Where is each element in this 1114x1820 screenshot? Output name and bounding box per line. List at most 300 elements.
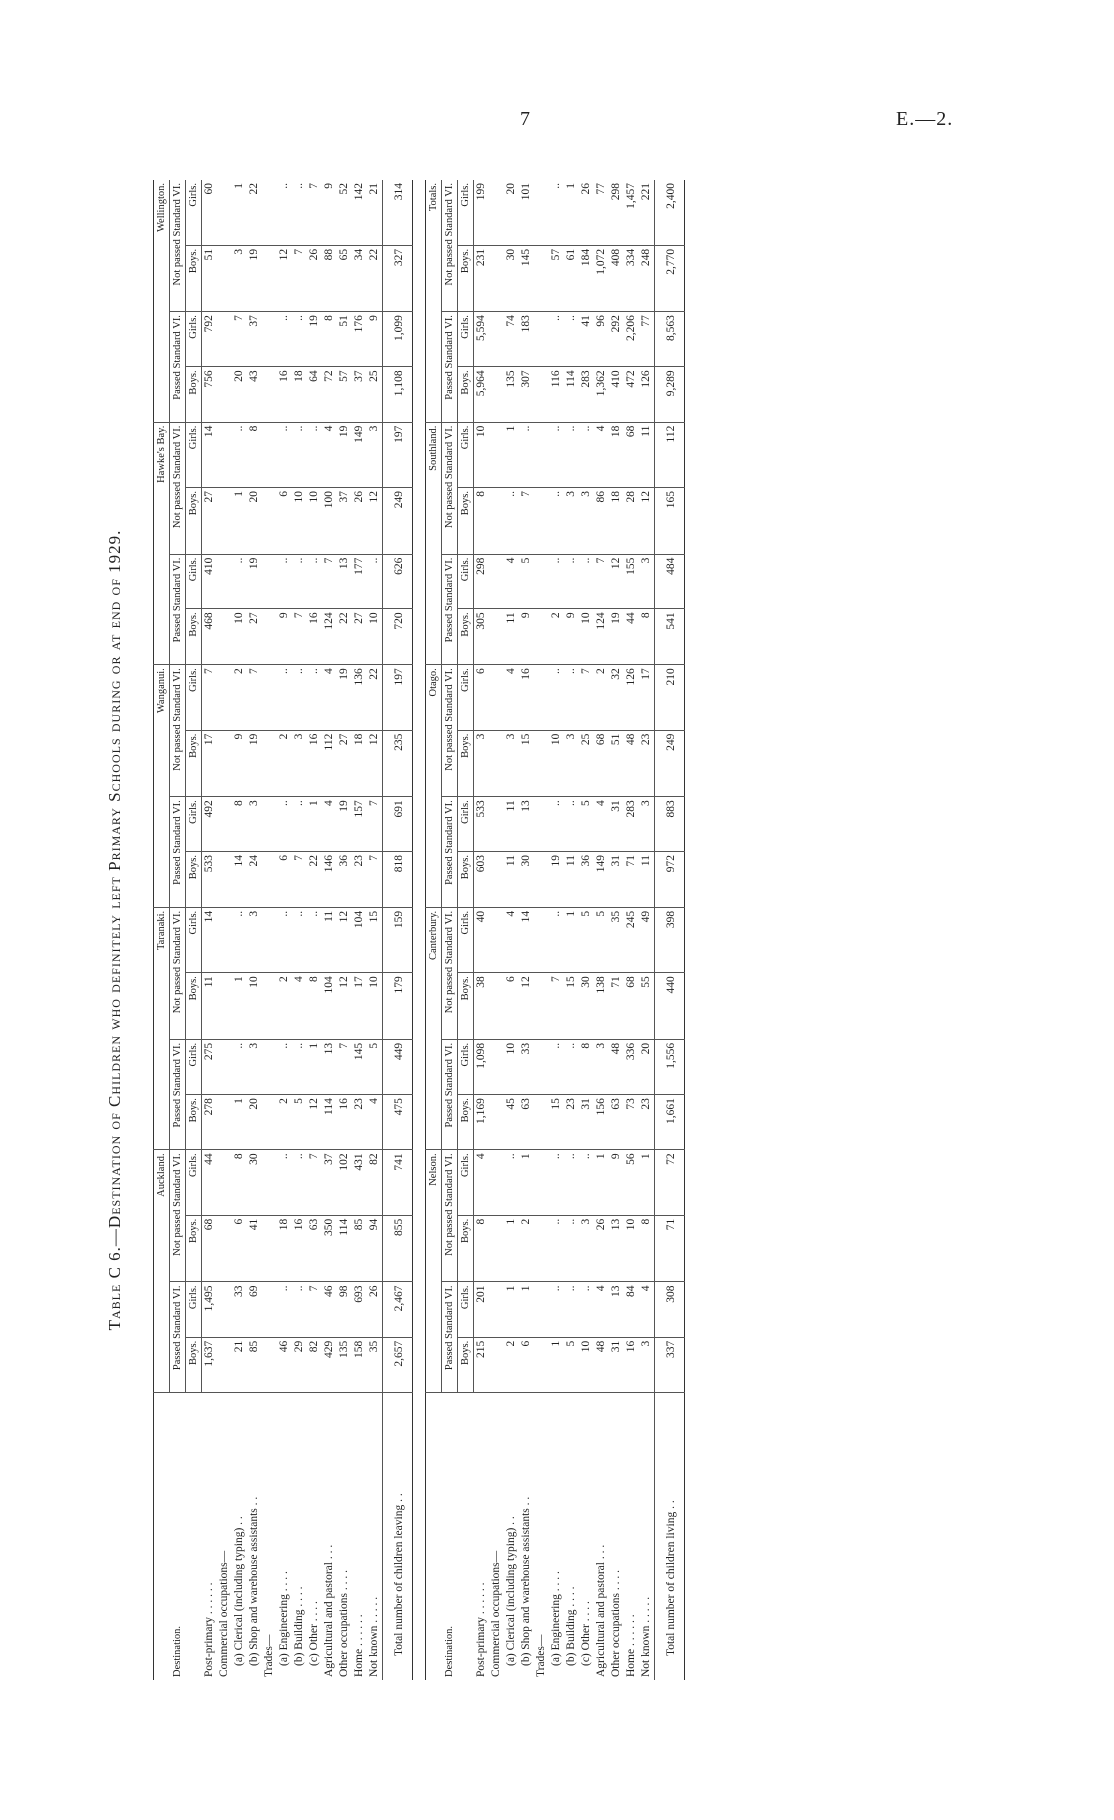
cell-value: 1 — [519, 1150, 534, 1215]
row-label: Home . . . . . . — [625, 1614, 637, 1677]
row-label: Other occupations . . . . — [610, 1570, 622, 1677]
cell-value: 183 — [519, 312, 534, 367]
section-separator — [413, 180, 426, 1680]
cell-value: 3 — [232, 245, 247, 311]
cell-value: 44 — [202, 1150, 218, 1215]
cell-value: 1 — [232, 180, 247, 245]
cell-value: 2 — [277, 973, 292, 1040]
cell-value — [262, 1039, 277, 1094]
cell-value — [489, 730, 504, 797]
cell-value: .. — [292, 665, 307, 730]
cell-value: 136 — [352, 665, 367, 730]
cell-value: 19 — [549, 852, 564, 908]
cell-value: 472 — [624, 367, 639, 422]
cell-value: .. — [292, 180, 307, 245]
table-row — [504, 180, 519, 1680]
cell-value: 3 — [639, 797, 655, 852]
cell-value — [534, 730, 549, 797]
boys-header: Boys. — [186, 973, 202, 1040]
cell-value: 792 — [202, 312, 218, 367]
cell-value: 112 — [322, 730, 337, 797]
cell-value: 88 — [322, 245, 337, 311]
cell-value — [489, 1039, 504, 1094]
boys-header: Boys. — [458, 1215, 474, 1282]
cell-value: 51 — [609, 730, 624, 797]
cell-value: 7 — [579, 665, 594, 730]
cell-value: 7 — [337, 1039, 352, 1094]
cell-value: 19 — [247, 245, 262, 311]
total-row — [383, 180, 413, 1680]
cell-value: 4 — [594, 797, 609, 852]
cell-value: 86 — [594, 488, 609, 555]
row-label: (c) Other . . . . — [308, 1601, 320, 1666]
cell-value: .. — [292, 554, 307, 609]
cell-value: 1 — [504, 422, 519, 487]
cell-value: 2,206 — [624, 312, 639, 367]
cell-value: 61 — [564, 245, 579, 311]
table-row — [307, 180, 322, 1680]
cell-value: 27 — [337, 730, 352, 797]
cell-value: 3 — [579, 1215, 594, 1282]
cell-value: 17 — [352, 973, 367, 1040]
cell-value: 45 — [504, 1095, 519, 1150]
girls-header: Girls. — [186, 554, 202, 609]
total-value: 626 — [383, 554, 413, 609]
cell-value: 60 — [202, 180, 218, 245]
cell-value: 5 — [594, 907, 609, 972]
row-label: (b) Shop and warehouse assistants . . — [248, 1496, 260, 1666]
cell-value — [534, 1282, 549, 1337]
cell-value: .. — [549, 1039, 564, 1094]
cell-value: 35 — [609, 907, 624, 972]
cell-value: 11 — [564, 852, 579, 908]
total-label: Total number of children leaving . . — [383, 1393, 413, 1681]
cell-value: 10 — [247, 973, 262, 1040]
cell-value: 8 — [232, 1150, 247, 1215]
cell-value: 1,495 — [202, 1282, 218, 1337]
cell-value: 37 — [352, 367, 367, 422]
cell-value: 49 — [639, 907, 655, 972]
cell-value — [262, 1150, 277, 1215]
cell-value: 7 — [292, 245, 307, 311]
total-value: 691 — [383, 797, 413, 852]
cell-value — [489, 852, 504, 908]
cell-value: 102 — [337, 1150, 352, 1215]
cell-value — [217, 367, 232, 422]
cell-value: 82 — [307, 1337, 322, 1392]
cell-value: 68 — [624, 973, 639, 1040]
cell-value: 3 — [247, 1039, 262, 1094]
cell-value: 12 — [307, 1095, 322, 1150]
girls-header: Girls. — [186, 1039, 202, 1094]
cell-value: .. — [232, 554, 247, 609]
cell-value: 9 — [519, 609, 534, 665]
cell-value: 1 — [564, 907, 579, 972]
cell-value: 26 — [579, 180, 594, 245]
cell-value: .. — [549, 488, 564, 555]
cell-value: 22 — [367, 665, 383, 730]
cell-value: 18 — [609, 422, 624, 487]
cell-value — [262, 245, 277, 311]
cell-value: .. — [564, 1282, 579, 1337]
cell-value — [262, 1282, 277, 1337]
cell-value: .. — [549, 180, 564, 245]
cell-value: .. — [549, 554, 564, 609]
cell-value: 1 — [232, 973, 247, 1040]
row-label: Agricultural and pastoral . . . — [595, 1544, 607, 1677]
cell-value: 4 — [367, 1095, 383, 1150]
passed-header: Passed Standard VI. — [170, 797, 186, 908]
cell-value: 33 — [232, 1282, 247, 1337]
passed-header: Passed Standard VI. — [442, 797, 458, 908]
table-row — [549, 180, 564, 1680]
girls-header: Girls. — [458, 422, 474, 487]
cell-value: 30 — [519, 852, 534, 908]
cell-value: 4 — [504, 907, 519, 972]
cell-value: 10 — [474, 422, 490, 487]
cell-value — [217, 973, 232, 1040]
total-value: 855 — [383, 1215, 413, 1282]
cell-value: 11 — [639, 422, 655, 487]
cell-value: 199 — [474, 180, 490, 245]
cell-value — [489, 367, 504, 422]
table-row — [262, 180, 277, 1680]
cell-value: 1,457 — [624, 180, 639, 245]
total-value: 1,108 — [383, 367, 413, 422]
cell-value: 307 — [519, 367, 534, 422]
cell-value: 98 — [337, 1282, 352, 1337]
cell-value — [489, 422, 504, 487]
cell-value: 6 — [277, 488, 292, 555]
cell-value — [534, 422, 549, 487]
table-row — [579, 180, 594, 1680]
cell-value: 2 — [277, 1095, 292, 1150]
cell-value: 5,964 — [474, 367, 490, 422]
total-label: Total number of children living . . — [655, 1393, 685, 1681]
row-label: (b) Shop and warehouse assistants . . — [520, 1496, 532, 1666]
cell-value: 4 — [504, 665, 519, 730]
cell-value: 7 — [519, 488, 534, 555]
cell-value: 126 — [624, 665, 639, 730]
cell-value — [262, 973, 277, 1040]
not-passed-header: Not passed Standard VI. — [170, 665, 186, 797]
cell-value: 408 — [609, 245, 624, 311]
cell-value — [262, 554, 277, 609]
cell-value — [534, 852, 549, 908]
cell-value — [217, 609, 232, 665]
total-value: 2,400 — [655, 180, 685, 245]
cell-value: .. — [549, 1282, 564, 1337]
cell-value: 32 — [609, 665, 624, 730]
cell-value: 23 — [352, 1095, 367, 1150]
cell-value: 7 — [594, 554, 609, 609]
destination-header: Destination. — [172, 1625, 184, 1677]
cell-value: 13 — [519, 797, 534, 852]
row-label: Commercial occupations— — [490, 1550, 502, 1677]
cell-value — [534, 312, 549, 367]
boys-header: Boys. — [186, 367, 202, 422]
boys-header: Boys. — [458, 1337, 474, 1392]
table-row — [217, 180, 232, 1680]
cell-value: 41 — [247, 1215, 262, 1282]
cell-value — [217, 1095, 232, 1150]
row-label: (a) Clerical (including typing) . . — [505, 1516, 517, 1666]
cell-value: 1,362 — [594, 367, 609, 422]
cell-value: 26 — [307, 245, 322, 311]
cell-value: 201 — [474, 1282, 490, 1337]
cell-value: 5 — [292, 1095, 307, 1150]
cell-value: 350 — [322, 1215, 337, 1282]
cell-value: 2 — [232, 665, 247, 730]
cell-value: 9 — [322, 180, 337, 245]
cell-value: 51 — [337, 312, 352, 367]
cell-value: 23 — [564, 1095, 579, 1150]
cell-value: .. — [277, 665, 292, 730]
cell-value: .. — [549, 312, 564, 367]
cell-value: 25 — [579, 730, 594, 797]
cell-value: 13 — [337, 554, 352, 609]
total-value: 398 — [655, 907, 685, 972]
boys-header: Boys. — [458, 973, 474, 1040]
cell-value: 104 — [322, 973, 337, 1040]
boys-header: Boys. — [186, 245, 202, 311]
cell-value: 82 — [367, 1150, 383, 1215]
cell-value: 48 — [594, 1337, 609, 1392]
cell-value: 96 — [594, 312, 609, 367]
cell-value: 4 — [322, 797, 337, 852]
cell-value: 11 — [639, 852, 655, 908]
cell-value: 431 — [352, 1150, 367, 1215]
cell-value — [217, 554, 232, 609]
total-value: 1,556 — [655, 1039, 685, 1094]
cell-value: 34 — [352, 245, 367, 311]
girls-header: Girls. — [458, 554, 474, 609]
cell-value: 84 — [624, 1282, 639, 1337]
passed-header: Passed Standard VI. — [442, 312, 458, 423]
cell-value: 19 — [337, 665, 352, 730]
cell-value: 10 — [367, 973, 383, 1040]
cell-value: .. — [579, 1150, 594, 1215]
cell-value: 4 — [292, 973, 307, 1040]
cell-value: 11 — [504, 797, 519, 852]
cell-value — [217, 245, 232, 311]
cell-value: 3 — [639, 554, 655, 609]
cell-value: 278 — [202, 1095, 218, 1150]
cell-value: 68 — [624, 422, 639, 487]
cell-value: 57 — [337, 367, 352, 422]
cell-value: 55 — [639, 973, 655, 1040]
cell-value — [534, 1150, 549, 1215]
cell-value: 68 — [202, 1215, 218, 1282]
cell-value: 4 — [504, 554, 519, 609]
district-header: Hawke's Bay. — [154, 422, 170, 665]
cell-value: .. — [564, 665, 579, 730]
cell-value: 468 — [202, 609, 218, 665]
cell-value: 63 — [609, 1095, 624, 1150]
girls-header: Girls. — [458, 1282, 474, 1337]
boys-header: Boys. — [458, 245, 474, 311]
cell-value — [262, 907, 277, 972]
cell-value: 10 — [549, 730, 564, 797]
cell-value — [217, 312, 232, 367]
girls-header: Girls. — [186, 907, 202, 972]
boys-header: Boys. — [458, 852, 474, 908]
cell-value: 336 — [624, 1039, 639, 1094]
cell-value: 31 — [609, 852, 624, 908]
cell-value — [534, 1337, 549, 1392]
cell-value: 2 — [594, 665, 609, 730]
cell-value: 135 — [337, 1337, 352, 1392]
cell-value: 8 — [639, 609, 655, 665]
cell-value: 10 — [232, 609, 247, 665]
cell-value: 429 — [322, 1337, 337, 1392]
cell-value: 20 — [232, 367, 247, 422]
cell-value: 1,637 — [202, 1337, 218, 1392]
cell-value: 275 — [202, 1039, 218, 1094]
cell-value — [217, 907, 232, 972]
cell-value: 12 — [337, 907, 352, 972]
cell-value — [489, 1095, 504, 1150]
cell-value: 63 — [307, 1215, 322, 1282]
cell-value: 19 — [609, 609, 624, 665]
cell-value: 176 — [352, 312, 367, 367]
passed-header: Passed Standard VI. — [442, 1282, 458, 1393]
cell-value: 3 — [564, 730, 579, 797]
total-value: 72 — [655, 1150, 685, 1215]
cell-value: 16 — [307, 730, 322, 797]
cell-value: 8 — [307, 973, 322, 1040]
cell-value: 73 — [624, 1095, 639, 1150]
boys-header: Boys. — [186, 609, 202, 665]
total-value: 2,770 — [655, 245, 685, 311]
cell-value: 3 — [367, 422, 383, 487]
cell-value — [262, 852, 277, 908]
cell-value: 7 — [292, 852, 307, 908]
cell-value: 693 — [352, 1282, 367, 1337]
cell-value — [534, 180, 549, 245]
cell-value: 7 — [367, 852, 383, 908]
cell-value: .. — [292, 422, 307, 487]
cell-value: .. — [292, 1150, 307, 1215]
girls-header: Girls. — [186, 180, 202, 245]
cell-value: 114 — [322, 1095, 337, 1150]
cell-value — [489, 488, 504, 555]
cell-value: 7 — [202, 665, 218, 730]
cell-value: 155 — [624, 554, 639, 609]
district-header: Canterbury. — [426, 907, 442, 1150]
cell-value: 7 — [247, 665, 262, 730]
cell-value: 16 — [292, 1215, 307, 1282]
cell-value: .. — [519, 422, 534, 487]
cell-value: 64 — [307, 367, 322, 422]
cell-value: 221 — [639, 180, 655, 245]
cell-value: 40 — [474, 907, 490, 972]
cell-value: 3 — [504, 730, 519, 797]
cell-value: .. — [277, 554, 292, 609]
cell-value — [217, 422, 232, 487]
cell-value: 4 — [322, 665, 337, 730]
girls-header: Girls. — [186, 797, 202, 852]
cell-value: .. — [277, 422, 292, 487]
boys-header: Boys. — [186, 1095, 202, 1150]
rotated-page-content — [105, 180, 1025, 1680]
cell-value: 19 — [307, 312, 322, 367]
cell-value: .. — [292, 907, 307, 972]
table-caption: Table C 6.—Destination of Children who definitely left Primary Schools during or at end of 1929. — [105, 529, 124, 1331]
cell-value: 3 — [247, 907, 262, 972]
cell-value: 4 — [594, 422, 609, 487]
cell-value: 23 — [639, 1095, 655, 1150]
total-value: 818 — [383, 852, 413, 908]
cell-value: 116 — [549, 367, 564, 422]
cell-value: 5 — [564, 1337, 579, 1392]
cell-value: .. — [549, 665, 564, 730]
cell-value — [262, 665, 277, 730]
cell-value: 31 — [609, 797, 624, 852]
total-value: 235 — [383, 730, 413, 797]
cell-value — [489, 1150, 504, 1215]
cell-value — [217, 665, 232, 730]
cell-value — [534, 907, 549, 972]
cell-value: 177 — [352, 554, 367, 609]
cell-value: 85 — [352, 1215, 367, 1282]
cell-value — [217, 1150, 232, 1215]
cell-value: 6 — [232, 1215, 247, 1282]
total-value: 720 — [383, 609, 413, 665]
cell-value: 231 — [474, 245, 490, 311]
cell-value — [262, 1215, 277, 1282]
cell-value: .. — [564, 1215, 579, 1282]
cell-value — [262, 1337, 277, 1392]
total-value: 210 — [655, 665, 685, 730]
not-passed-header: Not passed Standard VI. — [442, 907, 458, 1039]
boys-header: Boys. — [186, 852, 202, 908]
cell-value: 158 — [352, 1337, 367, 1392]
cell-value: 46 — [277, 1337, 292, 1392]
cell-value: 13 — [609, 1215, 624, 1282]
cell-value: 11 — [322, 907, 337, 972]
cell-value: 603 — [474, 852, 490, 908]
cell-value: 1 — [564, 180, 579, 245]
cell-value: .. — [564, 797, 579, 852]
boys-header: Boys. — [458, 609, 474, 665]
row-label: Home . . . . . . — [353, 1614, 365, 1677]
total-value: 71 — [655, 1215, 685, 1282]
cell-value: 7 — [367, 797, 383, 852]
total-value: 2,467 — [383, 1282, 413, 1337]
cell-value: .. — [292, 797, 307, 852]
cell-value: .. — [232, 422, 247, 487]
cell-value — [217, 1282, 232, 1337]
cell-value — [534, 554, 549, 609]
cell-value: 21 — [232, 1337, 247, 1392]
cell-value: 5 — [579, 797, 594, 852]
cell-value: 149 — [352, 422, 367, 487]
cell-value: 1 — [504, 1282, 519, 1337]
cell-value: 19 — [337, 797, 352, 852]
table-row — [367, 180, 383, 1680]
cell-value: 8 — [639, 1215, 655, 1282]
boys-header: Boys. — [458, 367, 474, 422]
cell-value: 12 — [519, 973, 534, 1040]
row-label: Not known . . . . . — [640, 1596, 652, 1677]
boys-header: Boys. — [458, 1095, 474, 1150]
cell-value — [217, 1215, 232, 1282]
cell-value: 57 — [549, 245, 564, 311]
cell-value: 14 — [202, 422, 218, 487]
cell-value: 10 — [579, 609, 594, 665]
cell-value: .. — [232, 907, 247, 972]
